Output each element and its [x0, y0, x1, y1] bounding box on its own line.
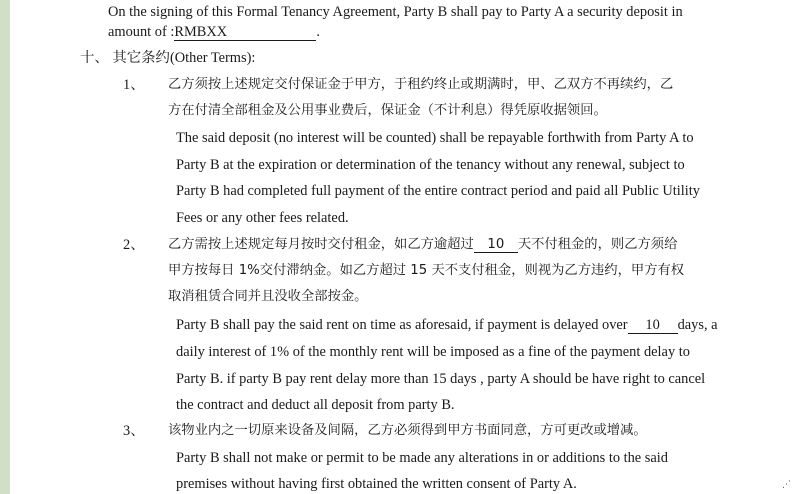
- intro-amount-suffix: .: [316, 24, 320, 40]
- item-3-zh-line-1: 该物业内之一切原来设备及间隔，乙方必须得到甲方书面同意，方可更改或增减。: [168, 423, 647, 438]
- item-1-en-line-2: Party B at the expiration or determination of the tenancy without any renewal, subject to: [176, 157, 685, 173]
- item-3-en-line-2: premises without having first obtained the written consent of Party A.: [176, 476, 577, 492]
- item-3-number: 3、: [123, 423, 145, 439]
- item-2-en-line-2: daily interest of 1% of the monthly rent will be imposed as a fine of the payment delay to: [176, 344, 690, 360]
- intro-amount-value: RMBXX: [174, 25, 316, 41]
- item-1-en-line-3: Party B had completed full payment of the entire contract period and paid all Public Utility: [176, 183, 700, 199]
- document-page: [10, 0, 797, 494]
- item-2-en-line-3: Party B. if party B pay rent delay more than 15 days , party A should be have right to cancel: [176, 371, 706, 387]
- item-2-en-days: 10: [628, 318, 678, 334]
- left-margin-strip: [0, 0, 10, 494]
- item-2-zh-line-2: 甲方按每日 1%交付滞纳金。如乙方超过 15 天不支付租金，则视为乙方违约，甲方有权: [168, 263, 685, 278]
- item-2-en-line-1: [176, 315, 718, 335]
- item-2-zh-suffix: 天不付租金的，则乙方须给: [517, 237, 678, 252]
- item-2-number: 2、: [123, 237, 145, 253]
- item-2-zh-prefix: 乙方需按上述规定每月按时交付租金，如乙方逾超过: [168, 237, 474, 252]
- item-2-zh-line-1: [168, 235, 677, 255]
- item-2-en-prefix: Party B shall pay the said rent on time as aforesaid, if payment is delayed over: [176, 317, 628, 333]
- item-2-zh-days: 10: [474, 237, 518, 253]
- resize-corner-icon[interactable]: ⋰: [782, 480, 791, 490]
- section-heading: 十、 其它条约(Other Terms):: [80, 50, 256, 66]
- item-1-zh-line-1: 乙方须按上述规定交付保证金于甲方，于租约终止或期满时，甲、乙双方不再续约，乙: [168, 77, 674, 92]
- intro-line-2: [108, 22, 320, 42]
- item-1-en-line-1: The said deposit (no interest will be counted) shall be repayable forthwith from Party A to: [176, 130, 694, 146]
- intro-line-1: On the signing of this Formal Tenancy Agreement, Party B shall pay to Party A a security deposit in: [108, 4, 683, 20]
- item-1-number: 1、: [123, 77, 145, 93]
- item-2-en-line-4: the contract and deduct all deposit from party B.: [176, 397, 455, 413]
- item-2-zh-line-3: 取消租赁合同并且没收全部按金。: [168, 289, 368, 304]
- item-1-en-line-4: Fees or any other fees related.: [176, 210, 349, 226]
- item-2-en-suffix: days, a: [677, 317, 718, 333]
- item-3-en-line-1: Party B shall not make or permit to be made any alterations in or additions to the said: [176, 450, 668, 466]
- intro-amount-prefix: amount of :: [108, 24, 175, 40]
- item-1-zh-line-2: 方在付清全部租金及公用事业费后，保证金（不计利息）得凭原收据领回。: [168, 103, 607, 118]
